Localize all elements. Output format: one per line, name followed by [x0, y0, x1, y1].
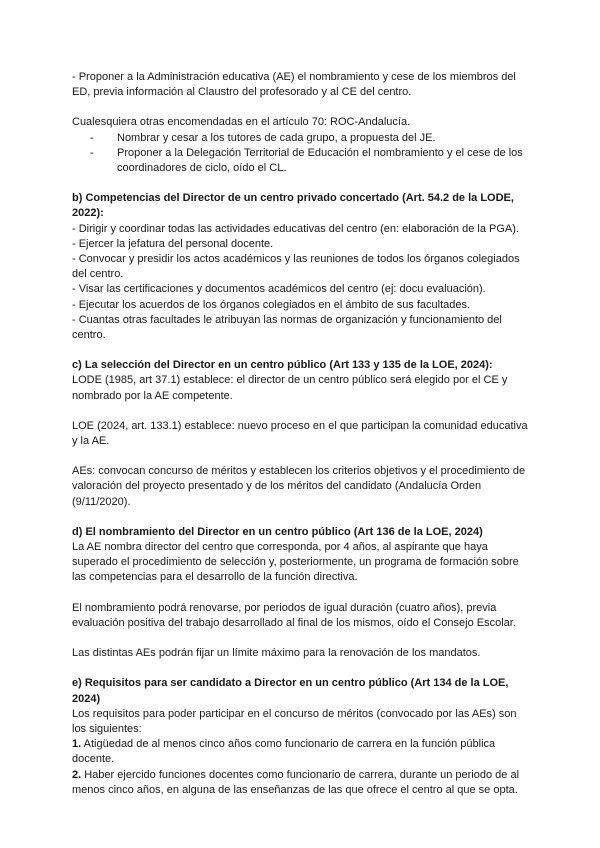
section-e-heading: e) Requisitos para ser candidato a Director en un centro público (Art 134 de la LOE, 2024) — [72, 677, 509, 705]
section-c-paragraph: LODE (1985, art 37.1) establece: el director de un centro público será elegido por el CE y nombrado por la AE competente. — [72, 374, 508, 402]
intro-sub-list — [72, 131, 528, 177]
list-item: - Cuantas otras facultades le atribuyan las normas de organización y funcionamiento del centro. — [72, 313, 502, 342]
section-d-heading: d) El nombramiento del Director en un centro público (Art 136 de la LOE, 2024) — [72, 525, 483, 538]
list-item: - Proponer a la Delegación Territorial de Educación el nombramiento y el cese de los coordinadores de ciclo, oído el CL. — [90, 146, 523, 175]
section-d-paragraph: Las distintas AEs podrán fijar un límite máximo para la renovación de los mandatos. — [72, 647, 481, 660]
intro-roc-paragraph: Cualesquiera otras encomendadas en el artículo 70: ROC-Andalucía. — [72, 116, 411, 129]
section-d-paragraph: La AE nombra director del centro que corresponda, por 4 años, al aspirante que haya superado el procedimiento de selección y, posteriormente, un programa de formación sobre las competencias para el desarrollo de la función directiva. — [72, 541, 519, 584]
requirement-number: 2. — [72, 768, 82, 781]
section-c-heading: c) La selección del Director en un centro público (Art 133 y 135 de la LOE, 2024): — [72, 359, 493, 372]
list-item: - Visar las certificaciones y documentos académicos del centro (ej: docu evaluación). — [72, 283, 486, 296]
intro-paragraph: - Proponer a la Administración educativa (AE) el nombramiento y cese de los miembros del ED, previa información al Claustro del profesorado y al CE del centro. — [72, 71, 516, 99]
list-item: - Nombrar y cesar a los tutores de cada grupo, a propuesta del JE. — [90, 131, 436, 144]
list-item: - Dirigir y coordinar todas las actividades educativas del centro (en: elaboración de la PGA). — [72, 222, 519, 235]
section-c-paragraph: AEs: convocan concurso de méritos y establecen los criterios objetivos y el procedimiento de valoración del proyecto presentado y de los méritos del candidato (Andalucía Orden (9/11/2020). — [72, 465, 526, 508]
requirement-text: Atigüedad de al menos cinco años como funcionario de carrera en la función pública docente. — [72, 738, 496, 766]
list-item: - Ejecutar los acuerdos de los órganos colegiados en el ámbito de sus facultades. — [72, 298, 471, 311]
requirement-number: 1. — [72, 738, 82, 751]
section-c-paragraph: LOE (2024, art. 133.1) establece: nuevo proceso en el que participan la comunidad educativa y la AE. — [72, 419, 528, 448]
list-item: - Convocar y presidir los actos académicos y las reuniones de todos los órganos colegiados del centro. — [72, 253, 520, 281]
section-b-heading: b) Competencias del Director de un centro privado concertado (Art. 54.2 de la LODE, 2022): — [72, 192, 514, 220]
requirement-item — [72, 768, 528, 798]
list-item: - Ejercer la jefatura del personal docente. — [72, 237, 274, 250]
requirement-item — [72, 737, 528, 767]
requirement-text: Haber ejercido funciones docentes como funcionario de carrera, durante un periodo de al menos cinco años, en alguna de las enseñanzas de las que ofrece el centro al que se opta. — [72, 768, 520, 796]
section-e-intro: Los requisitos para poder participar en el concurso de méritos (convocado por las AEs) son los siguientes: — [72, 707, 517, 735]
section-d-paragraph: El nombramiento podrá renovarse, por periodos de igual duración (cuatro años), previa evaluación positiva del trabajo desarrollado al final de los mismos, oído el Consejo Escolar. — [72, 601, 516, 629]
